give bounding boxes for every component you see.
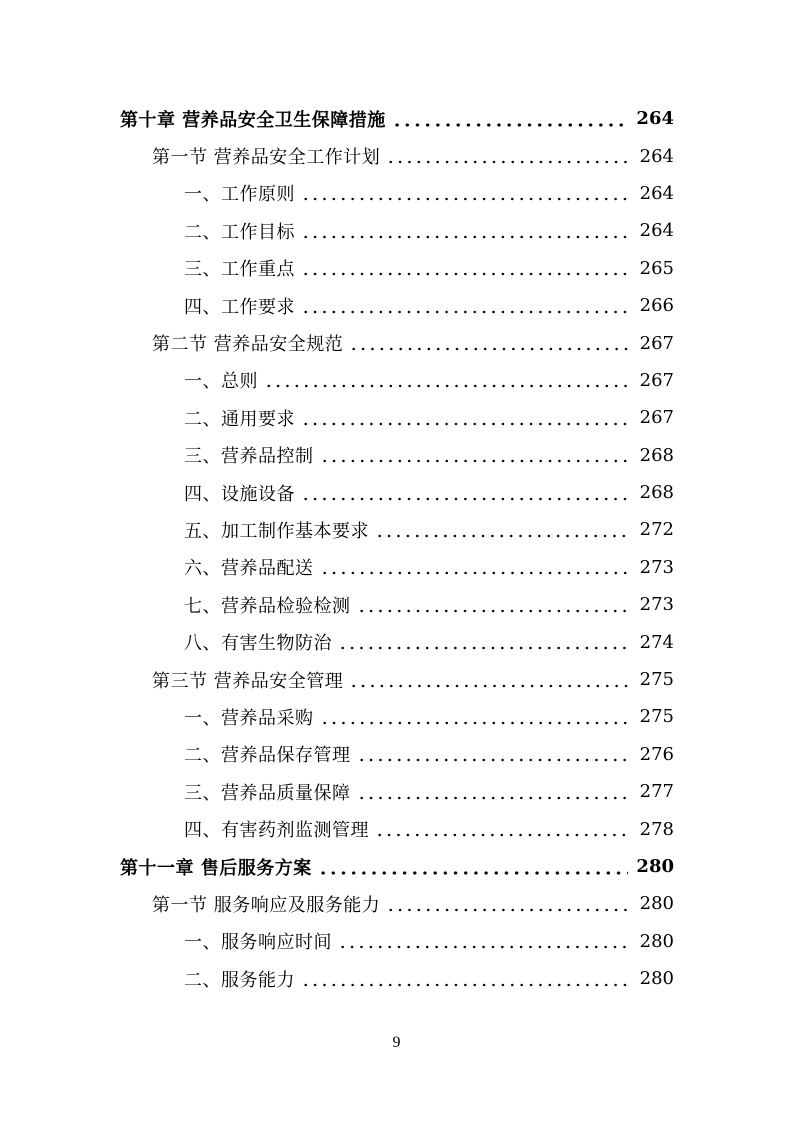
toc-subsection-entry[interactable]: [0, 437, 793, 474]
toc-entry-page-number: 272: [639, 519, 674, 541]
toc-entry-title: 第一节 服务响应及服务能力: [152, 894, 381, 916]
toc-dot-leader: [357, 609, 632, 613]
toc-dot-leader: [301, 983, 632, 987]
toc-dot-leader: [301, 422, 632, 426]
toc-entry-title: 四、有害药剂监测管理: [184, 820, 369, 842]
toc-entry-page-number: 275: [639, 706, 674, 728]
toc-entry-title: 三、营养品控制: [184, 446, 314, 468]
toc-dot-leader: [320, 459, 632, 463]
toc-entry-page-number: 273: [639, 556, 674, 578]
toc-dot-leader: [301, 197, 632, 201]
toc-dot-leader: [357, 758, 632, 762]
toc-entry-page-number: 280: [639, 893, 674, 915]
toc-dot-leader: [320, 571, 632, 575]
toc-entry-page-number: 267: [639, 332, 674, 354]
toc-entry-page-number: 277: [639, 781, 674, 803]
toc-subsection-entry[interactable]: [0, 474, 793, 511]
toc-dot-leader: [386, 160, 631, 164]
toc-entry-title: 二、服务能力: [184, 969, 295, 991]
toc-dot-leader: [301, 235, 632, 239]
toc-entry-title: 四、工作要求: [184, 296, 295, 318]
toc-dot-leader: [318, 871, 629, 875]
toc-entry-page-number: 275: [639, 669, 674, 691]
toc-subsection-entry[interactable]: [0, 287, 793, 324]
toc-entry-title: 三、营养品质量保障: [184, 782, 351, 804]
toc-dot-leader: [338, 945, 632, 949]
toc-entry-title: 第十一章 售后服务方案: [120, 857, 312, 879]
toc-subsection-entry[interactable]: [0, 810, 793, 847]
toc-subsection-entry[interactable]: [0, 773, 793, 810]
toc-entry-title: 一、工作原则: [184, 184, 295, 206]
toc-subsection-entry[interactable]: [0, 511, 793, 548]
toc-dot-leader: [264, 384, 632, 388]
toc-dot-leader: [349, 347, 631, 351]
toc-entry-page-number: 280: [639, 930, 674, 952]
toc-entry-title: 一、营养品采购: [184, 707, 314, 729]
toc-entry-title: 二、通用要求: [184, 408, 295, 430]
toc-entry-title: 八、有害生物防治: [184, 633, 332, 655]
toc-entry-title: 二、营养品保存管理: [184, 745, 351, 767]
toc-dot-leader: [320, 721, 632, 725]
toc-entry-title: 一、总则: [184, 371, 258, 393]
toc-entry-page-number: 268: [639, 482, 674, 504]
toc-dot-leader: [349, 684, 631, 688]
toc-entry-page-number: 264: [639, 220, 674, 242]
toc-dot-leader: [338, 646, 632, 650]
toc-subsection-entry[interactable]: [0, 250, 793, 287]
toc-entry-title: 第十章 营养品安全卫生保障措施: [120, 109, 386, 131]
toc-subsection-entry[interactable]: [0, 362, 793, 399]
toc-section-entry[interactable]: [0, 137, 793, 174]
toc-subsection-entry[interactable]: [0, 923, 793, 960]
toc-chapter-entry[interactable]: [0, 100, 793, 137]
toc-subsection-entry[interactable]: [0, 698, 793, 735]
toc-entry-title: 二、工作目标: [184, 221, 295, 243]
toc-dot-leader: [386, 908, 631, 912]
toc-chapter-entry[interactable]: [0, 848, 793, 885]
toc-dot-leader: [301, 497, 632, 501]
toc-entry-page-number: 267: [639, 369, 674, 391]
toc-dot-leader: [357, 796, 632, 800]
toc-section-entry[interactable]: [0, 885, 793, 922]
toc-entry-title: 三、工作重点: [184, 259, 295, 281]
toc-subsection-entry[interactable]: [0, 212, 793, 249]
toc-dot-leader: [301, 310, 632, 314]
page-number: 9: [392, 1034, 401, 1051]
toc-entry-page-number: 274: [639, 631, 674, 653]
toc-entry-title: 五、加工制作基本要求: [184, 520, 369, 542]
toc-subsection-entry[interactable]: [0, 736, 793, 773]
toc-entry-page-number: 268: [639, 444, 674, 466]
toc-entry-title: 第三节 营养品安全管理: [152, 670, 344, 692]
toc-entry-page-number: 266: [639, 295, 674, 317]
toc-subsection-entry[interactable]: [0, 623, 793, 660]
toc-dot-leader: [375, 534, 632, 538]
toc-subsection-entry[interactable]: [0, 549, 793, 586]
toc-entry-page-number: 278: [639, 818, 674, 840]
toc-entry-page-number: 276: [639, 743, 674, 765]
toc-subsection-entry[interactable]: [0, 586, 793, 623]
toc-entry-page-number: 264: [636, 108, 674, 130]
toc-subsection-entry[interactable]: [0, 399, 793, 436]
toc-entry-page-number: 273: [639, 594, 674, 616]
toc-entry-page-number: 280: [639, 968, 674, 990]
toc-entry-page-number: 264: [639, 145, 674, 167]
toc-entry-page-number: 264: [639, 182, 674, 204]
toc-entry-page-number: 265: [639, 257, 674, 279]
toc-entry-page-number: 280: [636, 856, 674, 877]
toc-dot-leader: [392, 123, 629, 127]
toc-entry-page-number: 267: [639, 407, 674, 429]
toc-section-entry[interactable]: [0, 324, 793, 361]
toc-entry-title: 四、设施设备: [184, 483, 295, 505]
toc-dot-leader: [301, 272, 632, 276]
toc-subsection-entry[interactable]: [0, 960, 793, 997]
toc-entry-title: 第一节 营养品安全工作计划: [152, 147, 381, 169]
toc-subsection-entry[interactable]: [0, 175, 793, 212]
toc-entry-title: 一、服务响应时间: [184, 932, 332, 954]
toc-section-entry[interactable]: [0, 661, 793, 698]
toc-entry-title: 七、营养品检验检测: [184, 595, 351, 617]
toc-dot-leader: [375, 833, 632, 837]
table-of-contents: [0, 100, 793, 997]
toc-entry-title: 六、营养品配送: [184, 558, 314, 580]
toc-entry-title: 第二节 营养品安全规范: [152, 334, 344, 356]
